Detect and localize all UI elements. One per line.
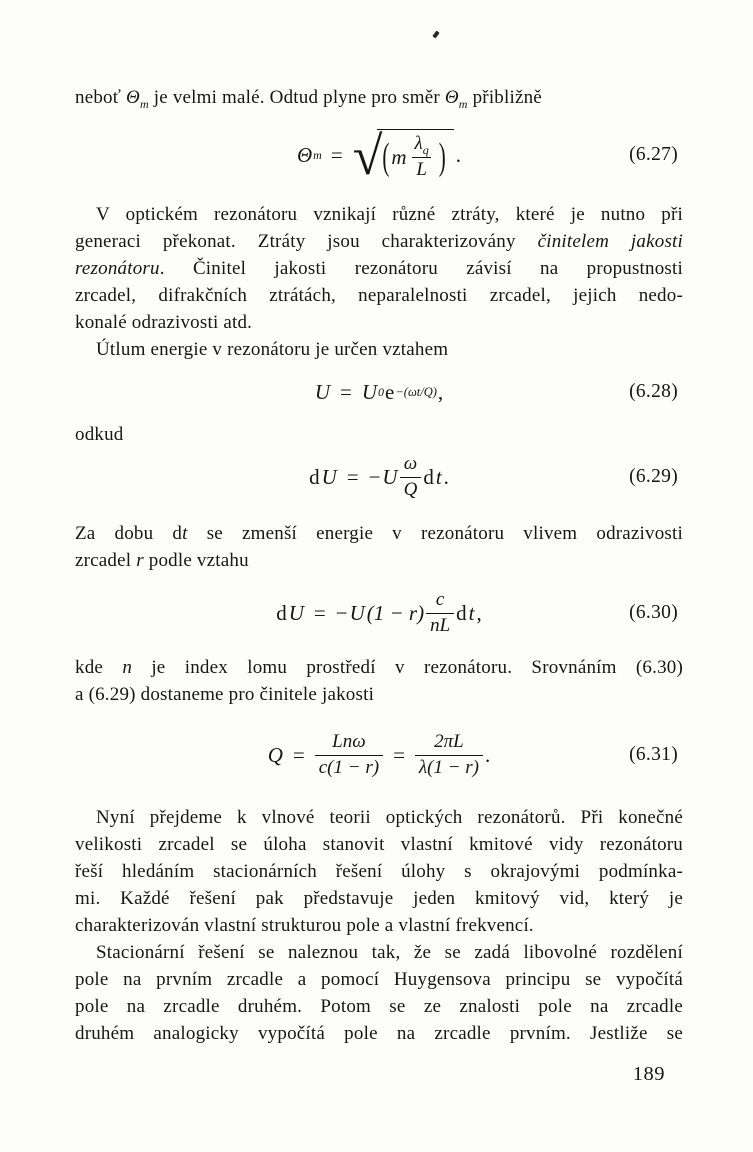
- page-content: [75, 84, 683, 1086]
- text-run: charakterizován vlastní strukturou pole a vlastní frekvencí.: [75, 915, 534, 936]
- text-run: kde: [75, 657, 123, 678]
- text-run: řeší hledáním stacionárních řešení úlohy s okrajovými podmínka-: [75, 861, 683, 882]
- text-run: velikosti zrcadel se úloha stanovit vlastní kmitové vidy rezonátoru: [75, 834, 683, 855]
- fraction: [400, 453, 422, 502]
- square-root: [352, 126, 454, 186]
- page-number: 189: [632, 1063, 665, 1085]
- text-line: [75, 520, 683, 547]
- emphasis-run: činitelem jakosti: [537, 231, 683, 252]
- text-run: pole na prvním zrcadle a pomocí Huygensova principu se vypočítá: [75, 969, 683, 990]
- subscript: q: [422, 142, 429, 157]
- text-run: podle vztahu: [143, 550, 249, 571]
- close-paren: ): [438, 134, 446, 178]
- punctuation: ,: [437, 379, 444, 404]
- equals-sign: =: [393, 742, 405, 767]
- text-run: a (6.29) dostaneme pro činitele jakosti: [75, 684, 375, 705]
- text-run: Za dobu d: [75, 523, 183, 544]
- text-line: [75, 1020, 683, 1047]
- equation-6-28: U = U 0 e −(ωt/Q) , (6.28): [314, 379, 678, 404]
- scan-speck-icon: [432, 31, 439, 39]
- denominator: c(1 − r): [315, 755, 383, 780]
- open-paren: (: [382, 134, 390, 178]
- variable: Q: [267, 742, 283, 767]
- equals-sign: =: [292, 742, 305, 767]
- punctuation: .: [443, 464, 449, 489]
- subscript: m: [458, 96, 468, 111]
- punctuation: .: [485, 742, 491, 767]
- fraction: [415, 731, 483, 780]
- fraction: [315, 731, 383, 780]
- text-run: generaci překonat. Ztráty jsou charakterizovány: [75, 231, 538, 252]
- text-run: . Činitel jakosti rezonátoru závisí na propustnosti: [159, 258, 683, 279]
- text-line: [75, 885, 683, 912]
- equation-6-31: [75, 720, 683, 790]
- theta-symbol: Θ: [444, 87, 459, 108]
- equation-6-30: [75, 582, 683, 644]
- text-line: [75, 993, 683, 1020]
- text-run: je index lomu prostředí v rezonátoru. Srovnáním (6.30): [132, 657, 684, 678]
- text-run: zrcadel, difrakčních ztrátách, neparalelnosti zrcadel, jejich nedo-: [75, 285, 683, 306]
- numerator: 2πL: [434, 730, 464, 752]
- denominator: Q: [400, 477, 422, 502]
- equation-6-27: Θ m = √ ( m $\frac{\lambda_q}{L}$ ) . (6.27): [297, 126, 678, 186]
- denominator: nL: [426, 613, 454, 638]
- minus-sign: −: [335, 600, 348, 625]
- differential-d: d: [456, 600, 467, 625]
- equation-number: (6.27): [629, 144, 678, 165]
- differential-d: d: [309, 464, 320, 489]
- variable: t: [435, 464, 442, 489]
- equals-sign: =: [346, 464, 359, 489]
- variable: t: [468, 600, 475, 625]
- equation-number: (6.30): [629, 602, 678, 623]
- denominator: λ(1 − r): [415, 755, 483, 780]
- text-run: neboť: [75, 87, 127, 108]
- variable-run: n: [122, 657, 133, 678]
- denominator: L: [412, 157, 431, 182]
- emphasis-run: rezonátoru: [75, 258, 160, 279]
- text-run: zrcadel: [75, 550, 137, 571]
- text-line: [75, 309, 683, 336]
- factor: (1 − r): [366, 600, 425, 625]
- variable-run: r: [136, 550, 144, 571]
- variable: U: [361, 379, 378, 404]
- text-line: [75, 654, 683, 681]
- theta-symbol: Θ: [126, 87, 140, 108]
- text-run: odkud: [75, 424, 124, 445]
- radicand: [377, 129, 453, 182]
- equation-number: (6.29): [629, 466, 678, 487]
- subscript: m: [139, 96, 149, 111]
- variable: U: [321, 464, 337, 489]
- text-run: konalé odrazivosti atd.: [75, 312, 253, 333]
- text-line: [75, 804, 683, 831]
- variable: U: [382, 464, 398, 489]
- text-run: pole na zrcadle druhém. Potom se ze znalosti pole na zrcadle: [75, 996, 683, 1017]
- variable: λ: [414, 132, 423, 154]
- text-run: V optickém rezonátoru vznikají různé ztráty, které je nutno při: [96, 204, 683, 225]
- intro-line: [75, 84, 683, 111]
- text-line: [75, 421, 683, 448]
- minus-sign: −: [368, 464, 381, 489]
- equals-sign: =: [313, 600, 326, 625]
- equation-number: (6.28): [629, 381, 678, 402]
- fraction: [411, 133, 433, 182]
- variable-run: t: [182, 523, 188, 544]
- text-line: [75, 939, 683, 966]
- text-line: [75, 831, 683, 858]
- text-line: [75, 966, 683, 993]
- punctuation: .: [455, 142, 461, 167]
- variable: Θ: [297, 142, 313, 167]
- text-line: [75, 681, 683, 708]
- differential-d: d: [276, 600, 287, 625]
- variable: U: [288, 600, 304, 625]
- text-line: [75, 228, 683, 255]
- punctuation: ,: [476, 600, 482, 625]
- numerator: c: [435, 588, 445, 610]
- numerator: ω: [403, 452, 418, 474]
- text-line: [75, 255, 683, 282]
- text-run: mi. Každé řešení pak představuje jeden kmitový vid, který je: [75, 888, 683, 909]
- equals-sign: =: [340, 379, 352, 404]
- equation-6-29: [75, 448, 683, 506]
- sqrt-symbol: √: [352, 126, 383, 186]
- text-run: se zmenší energie v rezonátoru vlivem odrazivosti: [187, 523, 683, 544]
- numerator: [411, 133, 433, 157]
- exp-base: e: [385, 379, 395, 404]
- equation-number: (6.31): [629, 744, 678, 765]
- text-run: druhém analogicky vypočítá pole na zrcadle prvním. Jestliže se: [75, 1023, 683, 1044]
- variable: U: [349, 600, 365, 625]
- equals-sign: =: [330, 142, 343, 167]
- text-line: [75, 858, 683, 885]
- variable: m: [391, 144, 407, 169]
- text-run: Nyní přejdeme k vlnové teorii optických rezonátorů. Při konečné: [96, 807, 683, 828]
- variable: U: [314, 379, 330, 404]
- text-line: [75, 336, 683, 363]
- text-line: [75, 201, 683, 228]
- fraction: [426, 589, 454, 638]
- text-run: Útlum energie v rezonátoru je určen vztahem: [96, 339, 449, 360]
- numerator: Lnω: [332, 730, 366, 752]
- text-line: [75, 912, 683, 939]
- text-run: je velmi malé. Odtud plyne pro směr: [148, 87, 445, 108]
- text-line: [75, 547, 683, 574]
- differential-d: d: [423, 464, 434, 489]
- text-run: přibližně: [467, 87, 542, 108]
- text-line: [75, 282, 683, 309]
- text-run: Stacionární řešení se naleznou tak, že se zadá libovolné rozdělení: [96, 942, 683, 963]
